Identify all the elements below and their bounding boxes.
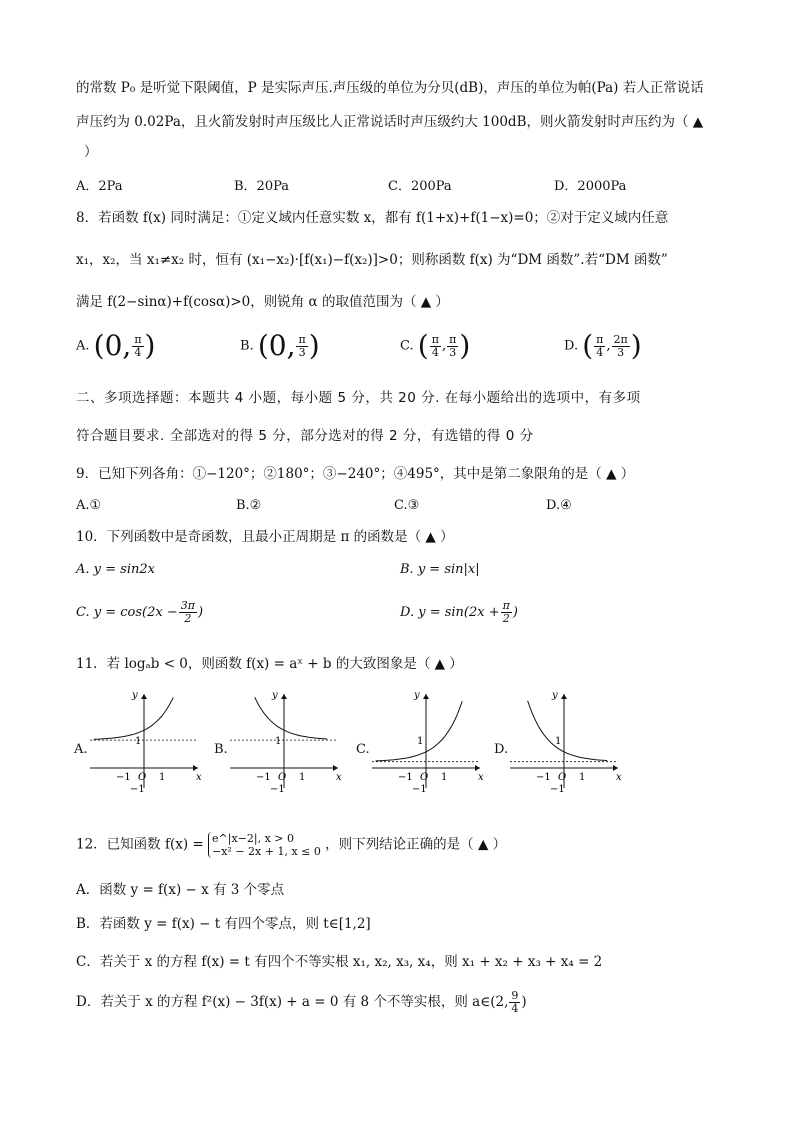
q8-option-c-comma: , bbox=[441, 338, 447, 354]
frac-num: π bbox=[134, 332, 142, 346]
axis-arrows bbox=[561, 694, 618, 771]
q7-option-c[interactable]: C．200Pa bbox=[388, 179, 452, 194]
frac-den: 2 bbox=[184, 612, 192, 625]
q10-c-post: ) bbox=[197, 605, 204, 620]
q12-option-a[interactable]: A．函数 y = f(x) − x 有 3 个零点 bbox=[76, 882, 285, 898]
q11-graph-d[interactable] bbox=[494, 688, 624, 798]
function-curve bbox=[376, 701, 463, 761]
q10-d-frac bbox=[501, 600, 512, 625]
x-axis-label: x bbox=[196, 772, 202, 783]
frac-den: 4 bbox=[596, 345, 604, 359]
q10-c-pre: C. y = cos(2x − bbox=[76, 605, 178, 620]
graph-option-label: A. bbox=[74, 742, 88, 757]
q8-option-a-left: (0, bbox=[93, 329, 132, 362]
x-axis-label: x bbox=[616, 772, 622, 783]
tick-neg-one-y: −1 bbox=[130, 784, 145, 795]
q12-option-b[interactable]: B．若函数 y = f(x) − t 有四个零点，则 t∈[1,2] bbox=[76, 916, 371, 932]
q10-d-post: ) bbox=[512, 605, 518, 620]
y-axis-label: y bbox=[414, 690, 420, 701]
q12-case2: −x² − 2x + 1, x ≤ 0 bbox=[212, 845, 321, 858]
origin-label: O bbox=[558, 772, 567, 783]
q10-option-b[interactable]: B. y = sin|x| bbox=[400, 562, 480, 577]
frac-num: π bbox=[449, 332, 457, 346]
tick-one-y: 1 bbox=[555, 736, 562, 748]
section2-heading-line1: 二、多项选择题：本题共 4 小题，每小题 5 分，共 20 分. 在每小题给出的选项中，有多项 bbox=[76, 390, 641, 406]
graph-canvas bbox=[214, 688, 344, 798]
q8-option-d-label: D. bbox=[564, 338, 579, 354]
q8-option-c-frac2 bbox=[447, 334, 458, 359]
q9-option-a[interactable]: A.① bbox=[76, 498, 102, 513]
axis-arrows bbox=[423, 694, 480, 771]
q12-piecewise bbox=[208, 832, 321, 858]
tick-neg-one-x: −1 bbox=[398, 772, 413, 783]
q7-line3: ） bbox=[84, 144, 98, 160]
q9-option-b[interactable]: B.② bbox=[236, 498, 262, 513]
q8-option-a[interactable] bbox=[76, 329, 156, 362]
q7-option-d[interactable]: D．2000Pa bbox=[554, 179, 627, 194]
frac-den: 3 bbox=[298, 345, 306, 359]
q8-option-b-label: B. bbox=[240, 338, 254, 354]
q10-option-d[interactable] bbox=[400, 600, 518, 625]
q8-option-b[interactable] bbox=[240, 329, 320, 362]
tick-neg-one-x: −1 bbox=[256, 772, 271, 783]
tick-one-x: 1 bbox=[159, 772, 166, 783]
q8-option-d-left: ( bbox=[582, 329, 594, 362]
q8-option-d-right: ) bbox=[630, 329, 642, 362]
frac-num: 2π bbox=[613, 332, 628, 346]
q12-case1: e^|x−2|, x > 0 bbox=[212, 832, 294, 845]
origin-label: O bbox=[138, 772, 147, 783]
q8-option-d-frac2 bbox=[612, 334, 630, 359]
q8-line2: x₁，x₂，当 x₁≠x₂ 时，恒有 (x₁−x₂)·[f(x₁)−f(x₂)]>0；则称函数 f(x) 为“DM 函数”.若“DM 函数” bbox=[76, 252, 668, 268]
q8-option-b-right: ) bbox=[308, 329, 320, 362]
q11-stem: 11．若 logₐb < 0，则函数 f(x) = aˣ + b 的大致图象是（ ▲ ） bbox=[76, 656, 463, 672]
q8-option-d-frac1 bbox=[594, 334, 605, 359]
y-axis-label: y bbox=[132, 690, 138, 701]
x-axis-label: x bbox=[478, 772, 484, 783]
q8-option-b-left: (0, bbox=[257, 329, 296, 362]
q8-option-c-frac1 bbox=[430, 334, 441, 359]
frac-den: 4 bbox=[431, 345, 439, 359]
tick-neg-one-x: −1 bbox=[536, 772, 551, 783]
q12-d-right: ) bbox=[521, 994, 527, 1010]
q8-line1: 8．若函数 f(x) 同时满足：①定义域内任意实数 x，都有 f(1+x)+f(1−x)=0；②对于定义域内任意 bbox=[76, 210, 669, 226]
q9-option-d[interactable]: D.④ bbox=[546, 498, 572, 513]
x-axis-label: x bbox=[336, 772, 342, 783]
q8-option-a-frac bbox=[132, 334, 143, 359]
function-curve bbox=[528, 701, 608, 761]
q12-d-pre: D．若关于 x 的方程 f²(x) − 3f(x) + a = 0 有 8 个不等实根，则 a∈ bbox=[76, 994, 491, 1010]
q7-line2: 声压约为 0.02Pa，且火箭发射时声压级比人正常说话时声压级约大 100dB，则火箭发射时声压约为（ ▲ bbox=[76, 114, 704, 130]
q12-stem bbox=[76, 832, 506, 858]
q8-option-c-right: ) bbox=[459, 329, 471, 362]
y-axis-label: y bbox=[552, 690, 558, 701]
tick-neg-one-y: −1 bbox=[270, 784, 285, 795]
frac-num: 9 bbox=[511, 989, 519, 1002]
q7-option-a[interactable]: A．2Pa bbox=[76, 179, 123, 194]
function-curve bbox=[255, 697, 328, 739]
graph-option-label: B. bbox=[214, 742, 228, 757]
frac-den: 4 bbox=[511, 1002, 519, 1015]
tick-neg-one-y: −1 bbox=[550, 784, 565, 795]
tick-one-x: 1 bbox=[579, 772, 586, 783]
q8-options bbox=[76, 329, 716, 372]
frac-den: 4 bbox=[134, 345, 142, 359]
q8-option-d[interactable] bbox=[564, 329, 642, 362]
frac-num: π bbox=[596, 332, 604, 346]
frac-num: π bbox=[431, 332, 439, 346]
q7-option-b[interactable]: B．20Pa bbox=[234, 179, 290, 194]
q10-row2 bbox=[76, 600, 716, 640]
frac-num: 3π bbox=[180, 599, 195, 612]
frac-den: 3 bbox=[617, 345, 625, 359]
q9-option-c[interactable]: C.③ bbox=[394, 498, 420, 513]
q12-d-left: (2, bbox=[490, 994, 509, 1010]
origin-label: O bbox=[420, 772, 429, 783]
frac-num: π bbox=[298, 332, 306, 346]
graph-option-label: C. bbox=[356, 742, 370, 757]
frac-num: π bbox=[502, 599, 510, 612]
q12-option-c[interactable]: C．若关于 x 的方程 f(x) = t 有四个不等实根 x₁, x₂, x₃, x₄，则 x₁ + x₂ + x₃ + x₄ = 2 bbox=[76, 954, 603, 970]
tick-neg-one-y: −1 bbox=[412, 784, 427, 795]
q12-stem-post: ，则下列结论正确的是（ ▲ ） bbox=[325, 836, 507, 853]
q12-d-frac bbox=[509, 990, 520, 1015]
q10-option-c[interactable] bbox=[76, 600, 203, 625]
graph-canvas bbox=[494, 688, 624, 798]
q8-option-d-comma: , bbox=[606, 338, 611, 354]
q11-graph-c[interactable] bbox=[356, 688, 486, 798]
q10-stem: 10．下列函数中是奇函数，且最小正周期是 π 的函数是（ ▲ ） bbox=[76, 529, 454, 545]
q8-option-a-label: A. bbox=[76, 338, 90, 354]
tick-one-x: 1 bbox=[299, 772, 306, 783]
tick-one-y: 1 bbox=[135, 736, 142, 748]
q8-line3: 满足 f(2−sinα)+f(cosα)>0，则锐角 α 的取值范围为（ ▲ ） bbox=[76, 294, 449, 310]
frac-den: 2 bbox=[502, 612, 510, 625]
q8-option-b-frac bbox=[296, 334, 307, 359]
q8-option-a-right: ) bbox=[144, 329, 156, 362]
q12-stem-pre: 12．已知函数 f(x) = bbox=[76, 836, 204, 853]
q8-option-c-left: ( bbox=[417, 329, 429, 362]
tick-one-y: 1 bbox=[275, 736, 282, 748]
tick-one-x: 1 bbox=[441, 772, 448, 783]
q10-d-pre: D. y = sin(2x + bbox=[400, 605, 500, 620]
tick-neg-one-x: −1 bbox=[116, 772, 131, 783]
graph-option-label: D. bbox=[494, 742, 509, 757]
q8-option-c[interactable] bbox=[400, 329, 471, 362]
section2-heading-line2: 符合题目要求. 全部选对的得 5 分，部分选对的得 2 分，有选错的得 0 分 bbox=[76, 428, 534, 444]
graph-canvas bbox=[356, 688, 486, 798]
q10-option-a[interactable]: A. y = sin2x bbox=[76, 562, 155, 577]
tick-one-y: 1 bbox=[417, 736, 424, 748]
graph-canvas bbox=[74, 688, 204, 798]
q11-graph-b[interactable] bbox=[214, 688, 344, 798]
y-axis-label: y bbox=[272, 690, 278, 701]
q11-graph-a[interactable] bbox=[74, 688, 204, 798]
q12-option-d[interactable] bbox=[76, 990, 527, 1015]
q8-option-c-label: C. bbox=[400, 338, 414, 354]
origin-label: O bbox=[278, 772, 287, 783]
q10-c-frac bbox=[179, 600, 197, 625]
q9-stem: 9．已知下列各角：①−120°；②180°；③−240°；④495°，其中是第二象限角的是（ ▲ ） bbox=[76, 466, 635, 482]
q7-line1: 的常数 P₀ 是听觉下限阈值，P 是实际声压.声压级的单位为分贝(dB)，声压的单位为帕(Pa) 若人正常说话 bbox=[76, 80, 704, 96]
frac-den: 3 bbox=[449, 345, 457, 359]
function-curve bbox=[94, 698, 174, 740]
